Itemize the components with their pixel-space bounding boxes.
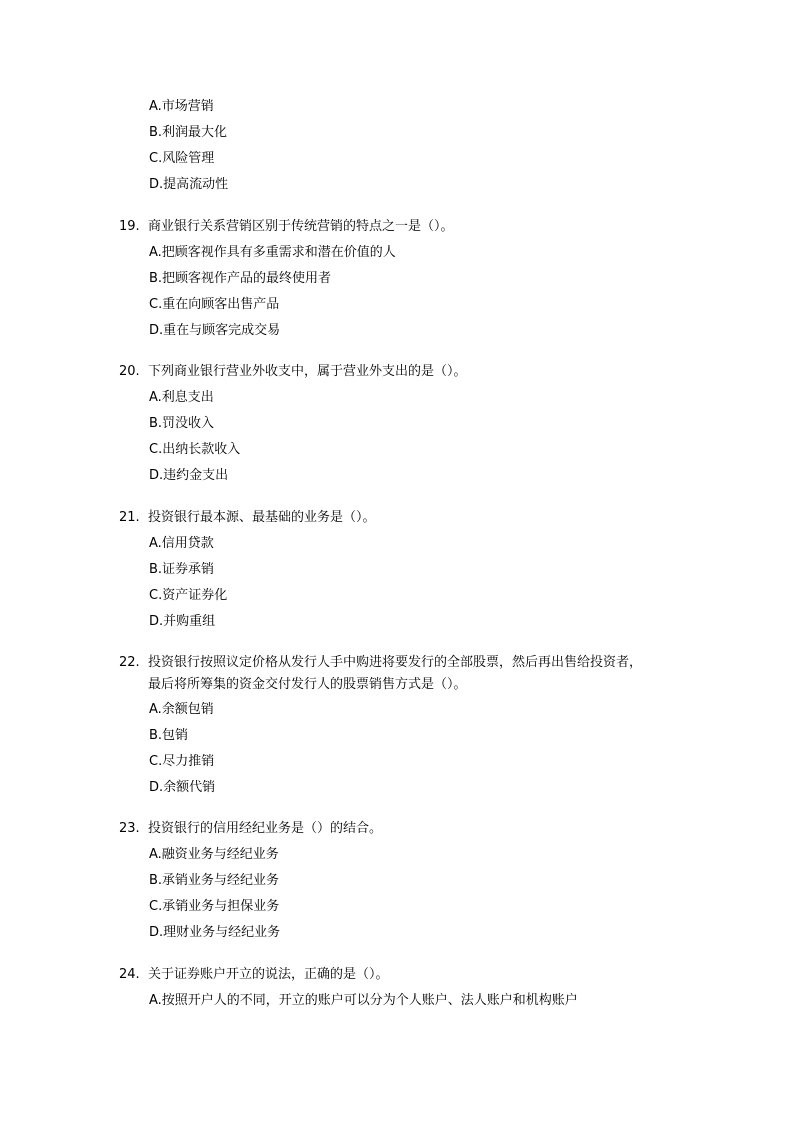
question-24-option-a: A.按照开户人的不同，开立的账户可以分为个人账户、法人账户和机构账户 bbox=[149, 993, 578, 1008]
question-23-text: 投资银行的信用经纪业务是（）的结合。 bbox=[148, 821, 383, 836]
question-22-option-c: C.尽力推销 bbox=[149, 754, 215, 769]
option-pre-a: A.市场营销 bbox=[149, 99, 214, 114]
question-21-option-d: D.并购重组 bbox=[149, 614, 216, 629]
question-22-option-d: D.余额代销 bbox=[149, 780, 216, 795]
question-19-option-b: B.把顾客视作产品的最终使用者 bbox=[149, 271, 332, 286]
question-20-option-b: B.罚没收入 bbox=[149, 416, 215, 431]
question-23-option-a: A.融资业务与经纪业务 bbox=[149, 847, 279, 862]
option-pre-c: C.风险管理 bbox=[149, 151, 215, 166]
question-22-number: 22. bbox=[119, 655, 140, 670]
question-24-number: 24. bbox=[119, 967, 140, 982]
question-19-option-a: A.把顾客视作具有多重需求和潜在价值的人 bbox=[149, 245, 396, 260]
question-23-option-c: C.承销业务与担保业务 bbox=[149, 899, 280, 914]
question-23-number: 23. bbox=[119, 821, 140, 836]
question-19-option-c: C.重在向顾客出售产品 bbox=[149, 297, 280, 312]
question-22-option-a: A.余额包销 bbox=[149, 702, 214, 717]
question-20-option-d: D.违约金支出 bbox=[149, 468, 229, 483]
question-20-number: 20. bbox=[119, 364, 140, 379]
question-22-option-b: B.包销 bbox=[149, 728, 189, 743]
question-19-text: 商业银行关系营销区别于传统营销的特点之一是（）。 bbox=[148, 219, 454, 234]
option-pre-d: D.提高流动性 bbox=[149, 177, 229, 192]
question-20-option-c: C.出纳长款收入 bbox=[149, 442, 241, 457]
question-21-option-c: C.资产证券化 bbox=[149, 588, 228, 603]
question-21-option-b: B.证券承销 bbox=[149, 562, 215, 577]
question-21-option-a: A.信用贷款 bbox=[149, 536, 214, 551]
question-21-text: 投资银行最本源、最基础的业务是（）。 bbox=[148, 510, 376, 525]
question-23-option-d: D.理财业务与经纪业务 bbox=[149, 925, 281, 940]
question-23-option-b: B.承销业务与经纪业务 bbox=[149, 873, 280, 888]
question-20-text: 下列商业银行营业外收支中，属于营业外支出的是（）。 bbox=[148, 364, 467, 379]
question-19-option-d: D.重在与顾客完成交易 bbox=[149, 323, 281, 338]
question-19-number: 19. bbox=[119, 219, 140, 234]
question-20-option-a: A.利息支出 bbox=[149, 390, 214, 405]
question-22-text-line-1: 投资银行按照议定价格从发行人手中购进将要发行的全部股票，然后再出售给投资者， bbox=[148, 655, 643, 670]
question-24-text: 关于证券账户开立的说法，正确的是（）。 bbox=[148, 967, 389, 982]
option-pre-b: B.利润最大化 bbox=[149, 125, 228, 140]
question-22-text-line-2: 最后将所筹集的资金交付发行人的股票销售方式是（）。 bbox=[148, 677, 467, 692]
question-21-number: 21. bbox=[119, 510, 140, 525]
